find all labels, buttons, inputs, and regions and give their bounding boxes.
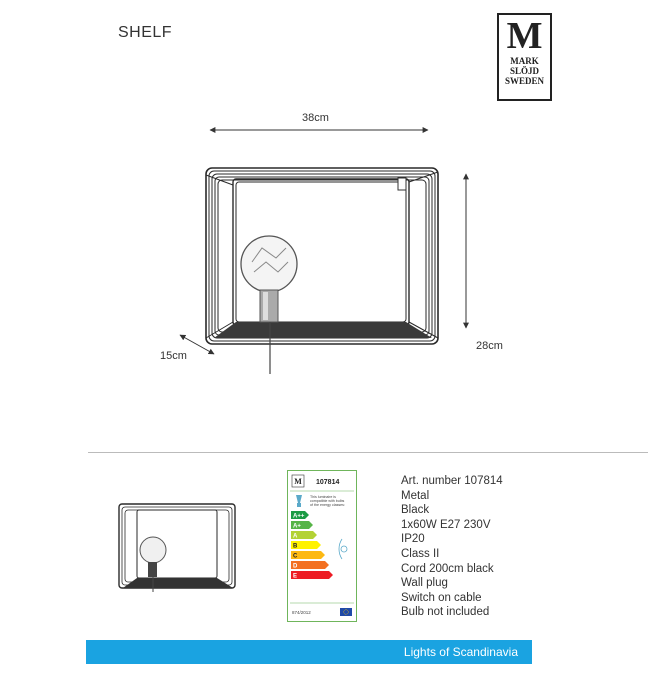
product-thumbnail xyxy=(115,500,240,594)
footer-text: Lights of Scandinavia xyxy=(403,645,518,659)
logo-line-1: MARK xyxy=(510,56,539,66)
energy-class-label: A+ xyxy=(293,523,301,530)
spec-item: Cord 200cm black xyxy=(401,562,494,575)
footer-bar xyxy=(86,640,532,664)
energy-label-art-number: 107814 xyxy=(316,479,340,486)
spec-item: Wall plug xyxy=(401,577,448,590)
spec-item: IP20 xyxy=(401,533,425,546)
energy-class-label: B xyxy=(293,543,298,550)
width-label: 38cm xyxy=(302,112,329,124)
svg-text:compatible with bulbs: compatible with bulbs xyxy=(310,499,345,503)
energy-class-label: C xyxy=(293,553,298,560)
bulb-illustration xyxy=(241,236,297,322)
logo-letter: M xyxy=(506,15,543,57)
energy-label-regulation: 874/2012 xyxy=(292,610,311,615)
energy-label-graphic xyxy=(288,471,356,621)
energy-class-label: E xyxy=(293,573,298,580)
spec-item: Art. number 107814 xyxy=(401,475,503,487)
wall-bracket xyxy=(398,178,406,190)
spec-item: Black xyxy=(401,504,430,517)
energy-class-bar xyxy=(291,571,333,579)
specification-list xyxy=(401,474,503,620)
svg-text:of the energy classes:: of the energy classes: xyxy=(310,503,345,507)
height-label: 28cm xyxy=(476,340,503,352)
spec-item: Metal xyxy=(401,489,430,502)
shelf-bottom xyxy=(214,322,432,338)
svg-text:This luminaire is: This luminaire is xyxy=(310,495,336,499)
page-title: SHELF xyxy=(118,24,173,41)
logo-line-2: SLÖJD xyxy=(509,66,539,76)
energy-class-label: A++ xyxy=(293,513,305,520)
shelf-frame xyxy=(206,168,438,344)
depth-label: 15cm xyxy=(160,350,187,362)
energy-class-label: A xyxy=(293,533,298,540)
section-divider xyxy=(88,452,648,453)
energy-class-label: D xyxy=(293,563,298,570)
spec-item: Class II xyxy=(401,547,440,560)
spec-item: Bulb not included xyxy=(401,606,490,619)
energy-label xyxy=(287,470,357,622)
logo-line-3: SWEDEN xyxy=(504,76,544,86)
svg-text:M: M xyxy=(294,477,302,486)
spec-item: Switch on cable xyxy=(401,591,482,604)
spec-item: 1x60W E27 230V xyxy=(401,518,491,531)
